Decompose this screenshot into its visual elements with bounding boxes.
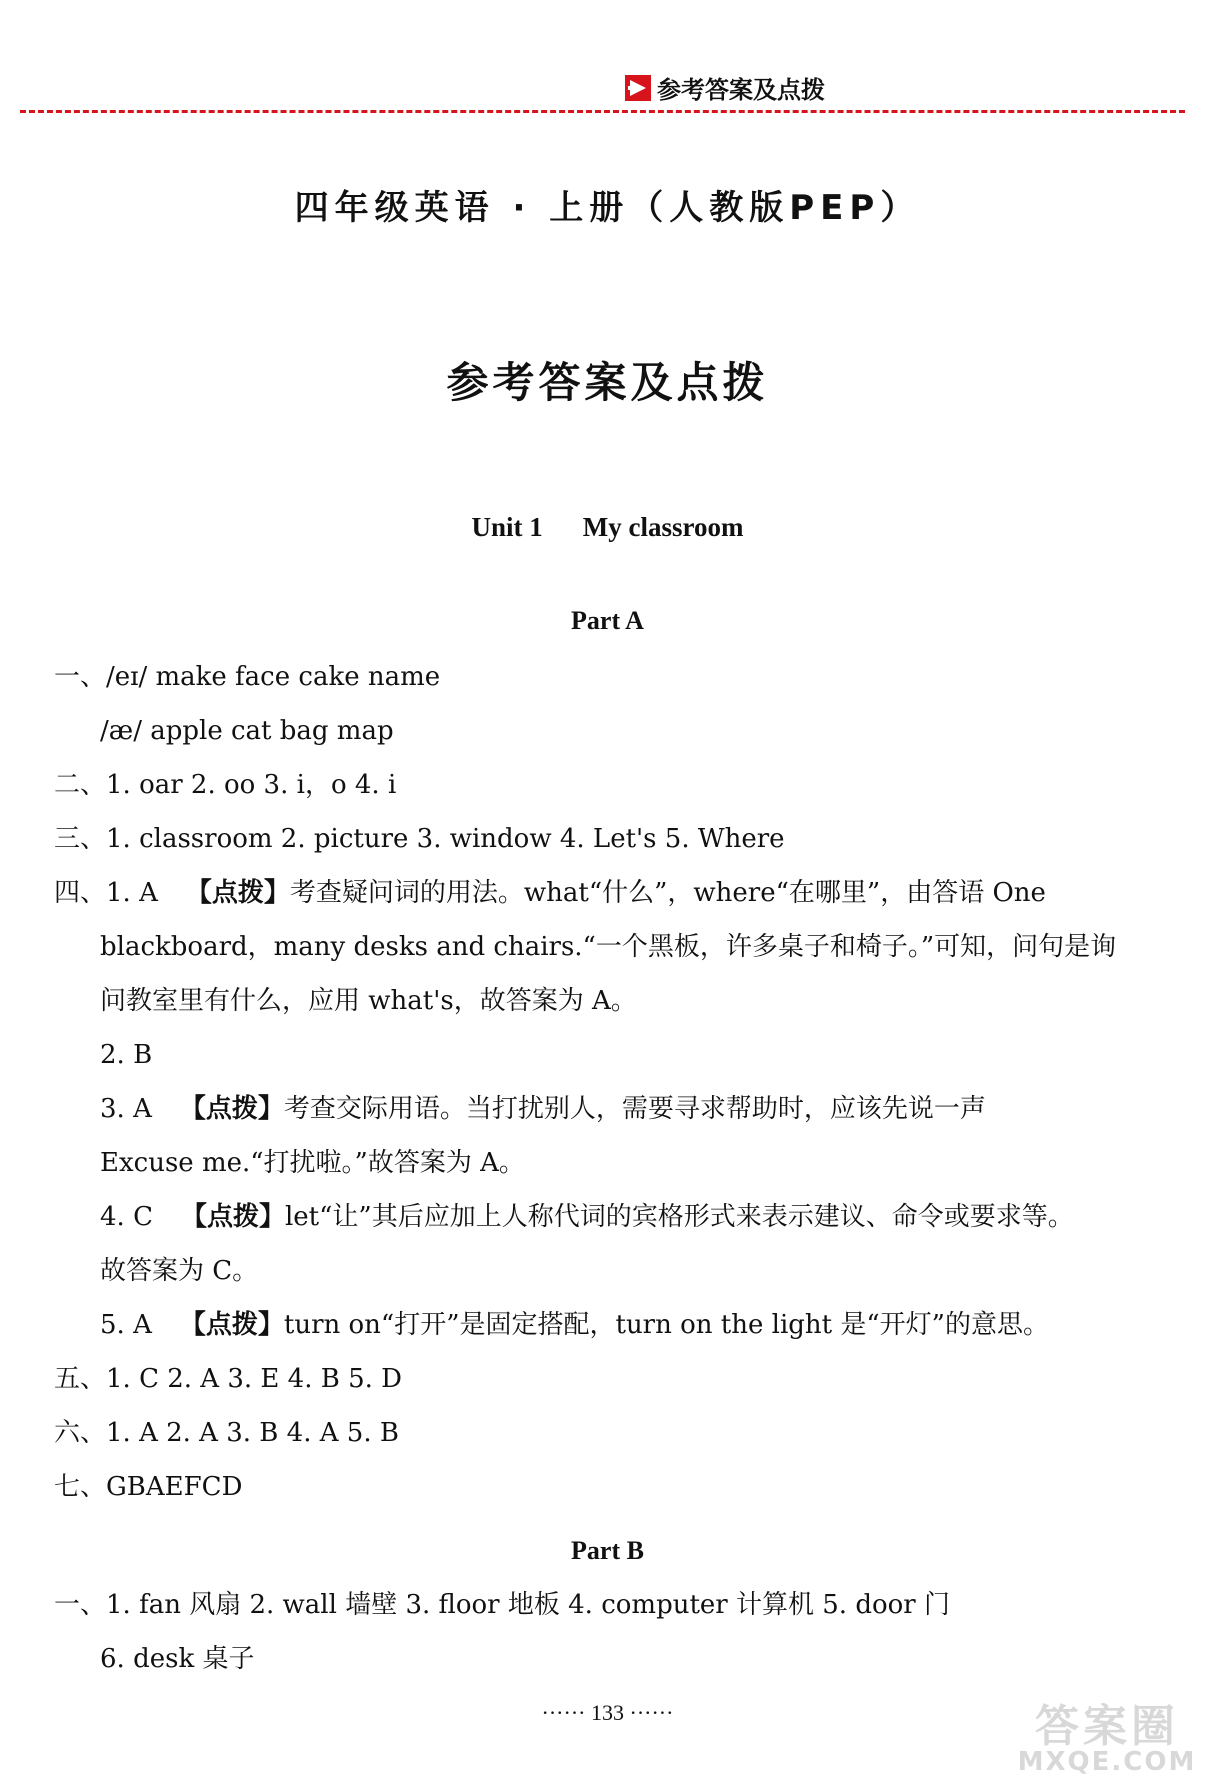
answer-line: blackboard，many desks and chairs.“一个黑板，许多桌子和椅子。”可知，问句是询 <box>100 932 1117 962</box>
watermark-top: 答案圈 <box>1035 1701 1179 1752</box>
answer-prefix: 3. A <box>100 1094 152 1124</box>
unit-number: Unit 1 <box>471 512 543 542</box>
answer-line: /æ/ apple cat bag map <box>100 716 394 746</box>
page-heading: 参考答案及点拨 <box>446 358 769 407</box>
hint-label: 【点拨】 <box>179 1094 284 1124</box>
answer-prefix: 四、1. A <box>54 878 158 908</box>
watermark <box>1007 1701 1207 1787</box>
answer-line: 五、1. C 2. A 3. E 4. B 5. D <box>54 1364 403 1394</box>
book-title: 四年级英语 · 上册（人教版PEP） <box>294 188 921 228</box>
arrow-right-icon <box>625 75 651 101</box>
answer-line: 一、/eɪ/ make face cake name <box>54 662 441 692</box>
hint-text: turn on“打开”是固定搭配，turn on the light 是“开灯”的意思。 <box>283 1310 1049 1340</box>
answer-line: Excuse me.“打扰啦。”故答案为 A。 <box>100 1148 525 1178</box>
answer-prefix: 5. A <box>100 1310 152 1340</box>
answer-line-q4-1 <box>54 878 1046 909</box>
hint-label: 【点拨】 <box>180 1202 285 1232</box>
answer-line: 故答案为 C。 <box>100 1256 259 1286</box>
part-a-title: Part A <box>571 606 644 635</box>
hint-text: 考查疑问词的用法。what“什么”，where“在哪里”，由答语 One <box>289 878 1046 908</box>
answer-line-q4-5 <box>100 1310 1049 1341</box>
part-b-title: Part B <box>571 1536 644 1565</box>
header-divider <box>20 110 1185 113</box>
answer-line: 六、1. A 2. A 3. B 4. A 5. B <box>54 1418 399 1448</box>
answer-line-q4-4 <box>100 1202 1074 1233</box>
unit-title <box>0 512 1215 543</box>
hint-label: 【点拨】 <box>179 1310 284 1340</box>
watermark-bottom: MXQE.COM <box>1017 1747 1197 1777</box>
hint-label: 【点拨】 <box>185 878 290 908</box>
section-header <box>625 70 825 105</box>
hint-text: let“让”其后应加上人称代词的宾格形式来表示建议、命令或要求等。 <box>284 1202 1074 1232</box>
section-label: 参考答案及点拨 <box>657 76 825 104</box>
answer-line: 二、1. oar 2. oo 3. i，o 4. i <box>54 770 397 800</box>
answer-line: 三、1. classroom 2. picture 3. window 4. Let's 5. Where <box>54 824 785 854</box>
hint-text: 考查交际用语。当打扰别人，需要寻求帮助时，应该先说一声 <box>283 1094 986 1124</box>
answer-line-q4-3 <box>100 1094 986 1125</box>
answer-line: 七、GBAEFCD <box>54 1472 243 1502</box>
answer-prefix: 4. C <box>100 1202 153 1232</box>
answer-line: 2. B <box>100 1040 153 1070</box>
answer-line: 问教室里有什么，应用 what's，故答案为 A。 <box>100 986 637 1016</box>
page-number: ······ 133 ······ <box>541 1700 674 1725</box>
page-number-value: 133 <box>591 1700 624 1725</box>
answer-line: 一、1. fan 风扇 2. wall 墙壁 3. floor 地板 4. computer 计算机 5. door 门 <box>54 1590 950 1620</box>
unit-name: My classroom <box>582 512 744 542</box>
answer-line: 6. desk 桌子 <box>100 1644 255 1674</box>
